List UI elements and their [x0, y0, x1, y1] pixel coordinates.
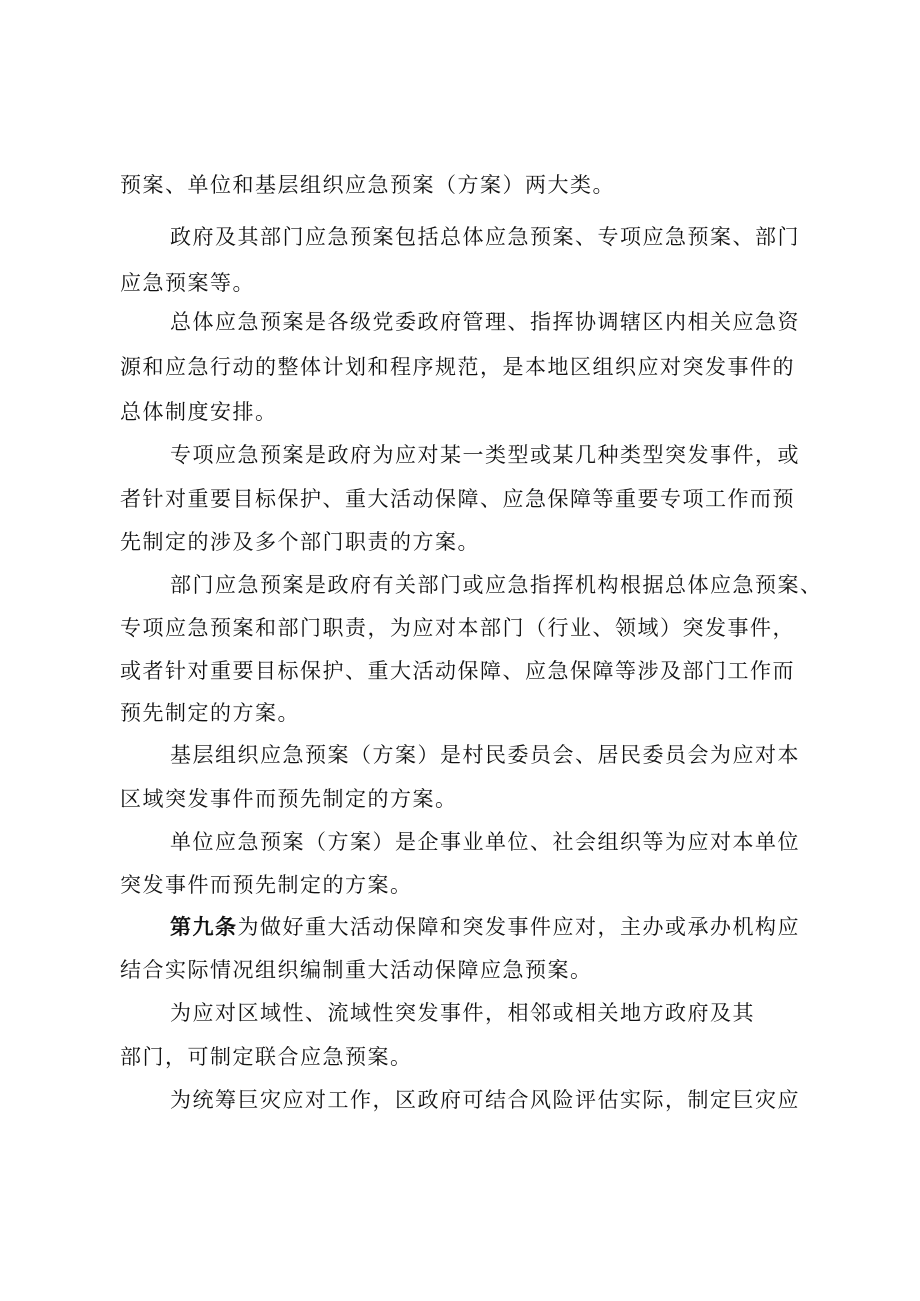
- text-line-18: 为做好重大活动保障和突发事件应对，主办或承办机构应: [237, 915, 800, 939]
- text-line-10: 部门应急预案是政府有关部门或应急指挥机构根据总体应急预案、: [170, 573, 823, 597]
- text-line-3: 应急预案等。: [120, 271, 255, 295]
- article-label: 第九条: [170, 915, 238, 939]
- text-line-15: 区域突发事件而预先制定的方案。: [120, 787, 458, 811]
- text-line-9: 先制定的涉及多个部门职责的方案。: [120, 530, 480, 554]
- text-line-21: 部门，可制定联合应急预案。: [120, 1045, 413, 1069]
- text-line-17: 突发事件而预先制定的方案。: [120, 873, 413, 897]
- text-line-20: 为应对区域性、流域性突发事件，相邻或相关地方政府及其: [170, 1001, 755, 1025]
- text-line-14: 基层组织应急预案（方案）是村民委员会、居民委员会为应对本: [170, 743, 800, 767]
- text-line-8: 者针对重要目标保护、重大活动保障、应急保障等重要专项工作而预: [120, 487, 795, 511]
- text-line-2: 政府及其部门应急预案包括总体应急预案、专项应急预案、部门: [170, 225, 800, 249]
- text-line-4: 总体应急预案是各级党委政府管理、指挥协调辖区内相关应急资: [170, 310, 800, 334]
- text-line-1: 预案、单位和基层组织应急预案（方案）两大类。: [120, 173, 615, 197]
- text-line-12: 或者针对重要目标保护、重大活动保障、应急保障等涉及部门工作而: [120, 659, 795, 683]
- text-line-7: 专项应急预案是政府为应对某一类型或某几种类型突发事件，或: [170, 443, 800, 467]
- text-line-22: 为统筹巨灾应对工作，区政府可结合风险评估实际，制定巨灾应: [170, 1088, 800, 1112]
- text-line-11: 专项应急预案和部门职责，为应对本部门（行业、领域）突发事件，: [120, 616, 795, 640]
- text-line-6: 总体制度安排。: [120, 400, 278, 424]
- text-line-19: 结合实际情况组织编制重大活动保障应急预案。: [120, 958, 593, 982]
- text-line-13: 预先制定的方案。: [120, 701, 300, 725]
- text-line-5: 源和应急行动的整体计划和程序规范，是本地区组织应对突发事件的: [120, 355, 795, 379]
- text-line-16: 单位应急预案（方案）是企事业单位、社会组织等为应对本单位: [170, 830, 800, 854]
- article-paragraph: [170, 912, 800, 942]
